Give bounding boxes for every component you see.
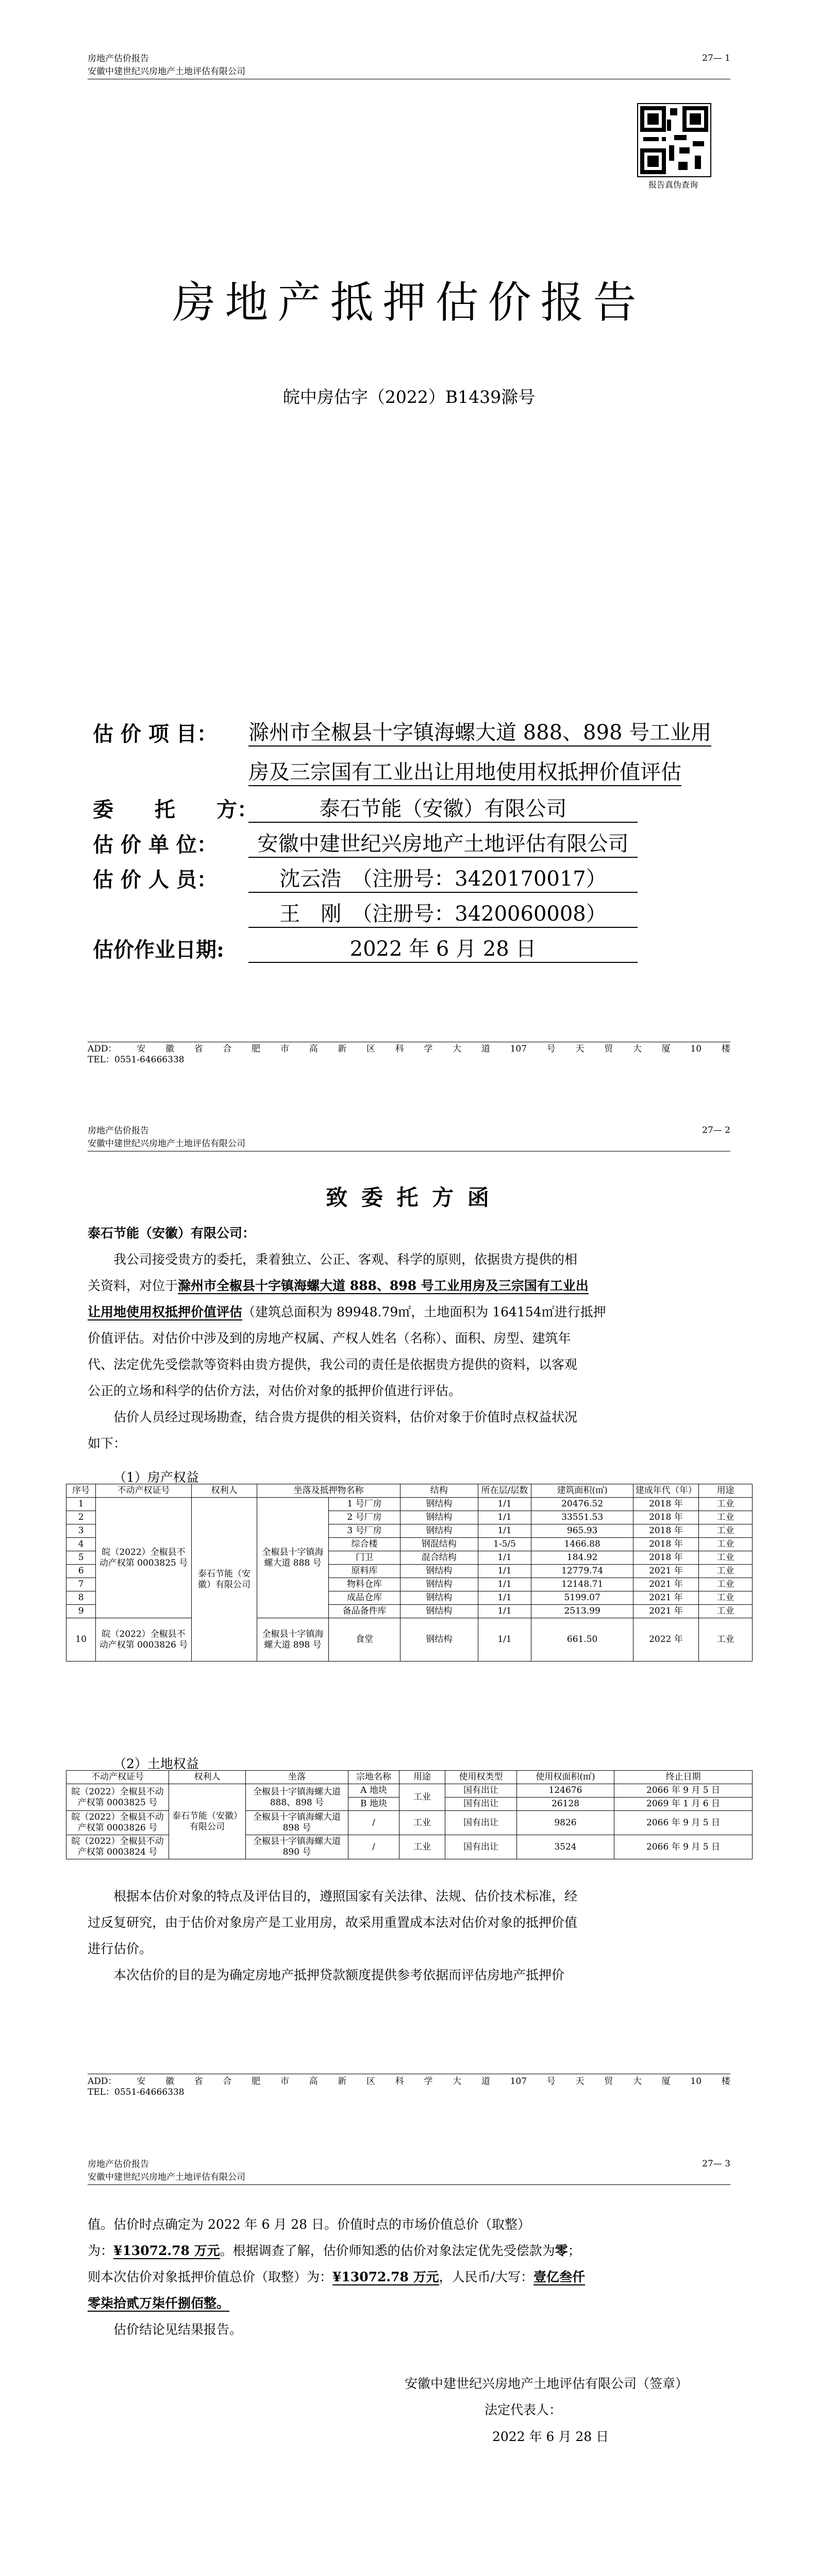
header-company: 安徽中建世纪兴房地产土地评估有限公司 xyxy=(88,66,245,77)
table-row: 6 原料库 钢结构 1/1 12779.74 2021 年 工业 xyxy=(66,1565,753,1578)
header-title: 房地产估价报告 xyxy=(88,2159,149,2170)
table-row: 皖（2022）全椒县不动产权第 0003824 号 全椒县十字镇海螺大道 890 号 / 工业 国有出让 3524 2066 年 9 月 5 日 xyxy=(66,1835,753,1859)
signature-company: 安徽中建世纪兴房地产土地评估有限公司（签章） xyxy=(405,2376,689,2391)
qr-code[interactable] xyxy=(637,103,711,177)
land-table xyxy=(66,1770,753,1859)
footer xyxy=(88,1044,730,1065)
report-title: 房地产抵押估价报告 xyxy=(172,277,646,328)
letter-body-1: 我公司接受贵方的委托，秉着独立、公正、客观、科学的原则，依据贵方提供的相 关资料，对位于滁州市全椒县十字镇海螺大道 888、898 号工业用房及三宗国有工业出 让用地使用权抵押价值评估（建筑总面积为 89948.79㎡，土地面积为 164154㎡进行抵押 价值评估。对估价中涉及到的房地产权属、产权人姓名（名称）、面积、房型、建筑年 代、法定优先受偿款等资料由贵方提供，我公司的责任是依据贵方提供的资料，以客观 公正的立场和科学的估价方法，对估价对象的抵押价值进行评估。 估价人员经过现场勘查，结合贵方提供的相关资料，估价对象于价值时点权益状况 如下： xyxy=(88,1252,606,1451)
header-title: 房地产估价报告 xyxy=(88,54,149,64)
letter-body-3: 值。估价时点确定为 2022 年 6 月 28 日。价值时点的市场价值总价（取整） 为：¥13072.78 万元。根据调查了解，估价师知悉的估价对象法定优先受偿款为零； 则本次估价对象抵押价值总价（取整）为：¥13072.78 万元，人民币/大写：壹亿叁仟 零柒拾贰万柒仟捌佰整。 估价结论见结果报告。 xyxy=(88,2217,586,2337)
table-row: 7 物料仓库 钢结构 1/1 12148.71 2021 年 工业 xyxy=(66,1578,753,1591)
date-label: 估价作业日期: xyxy=(93,938,224,962)
footer xyxy=(88,2076,730,2098)
house-table xyxy=(66,1484,753,1662)
letter-body-2: 根据本估价对象的特点及评估目的，遵照国家有关法律、法规、估价技术标准，经 过反复研究，由于估价对象房产是工业用房，故采用重置成本法对估价对象的抵押价值 进行估价。 本次估价的目的是为确定房地产抵押贷款额度提供参考依据而评估房地产抵押价 xyxy=(88,1889,578,1982)
org-name: 安徽中建世纪兴房地产土地评估有限公司 xyxy=(248,827,638,858)
header-title: 房地产估价报告 xyxy=(88,1126,149,1136)
page-number: 27— 1 xyxy=(702,53,730,63)
org-label: 估 价 单 位： xyxy=(93,833,218,857)
valuer-1: 沈云浩 （注册号：3420170017） xyxy=(248,862,638,893)
project-line-2: 房及三宗国有工业出让用地使用权抵押价值评估 xyxy=(248,756,681,786)
letter-title: 致 委 托 方 函 xyxy=(326,1185,492,1210)
table-header-row: 序号 不动产权证号 权利人 坐落及抵押物名称 结构 所在层/层数 建筑面积(㎡) 建成年代（年） 用途 xyxy=(66,1484,753,1498)
table-row: B 地块 国有出让 26128 2069 年 1 月 6 日 xyxy=(66,1798,753,1811)
table-row: 3 3 号厂房 钢结构 1/1 965.93 2018 年 工业 xyxy=(66,1524,753,1538)
table-row: 10 皖（2022）全椒县不动产权第 0003826 号 全椒县十字镇海螺大道 898 号 食堂 钢结构 1/1 661.50 2022 年 工业 xyxy=(66,1618,753,1662)
section-land: （2）土地权益 xyxy=(113,1756,199,1771)
table-row: 8 成品仓库 钢结构 1/1 5199.07 2021 年 工业 xyxy=(66,1591,753,1605)
header-company: 安徽中建世纪兴房地产土地评估有限公司 xyxy=(88,1139,245,1149)
report-number: 皖中房估字（2022）B1439滁号 xyxy=(282,387,536,407)
table-row: 皖（2022）全椒县不动产权第 0003826 号 全椒县十字镇海螺大道 898 号 / 工业 国有出让 9826 2066 年 9 月 5 日 xyxy=(66,1811,753,1835)
table-header-row: 不动产权证号 权利人 坐落 宗地名称 用途 使用权类型 使用权面积(㎡) 终止日期 xyxy=(66,1771,753,1784)
valuer-label: 估 价 人 员： xyxy=(93,868,218,892)
footer-tel: TEL：0551-64666338 xyxy=(88,2087,185,2097)
addressee: 泰石节能（安徽）有限公司： xyxy=(88,1226,256,1241)
page-number: 27— 2 xyxy=(702,1125,730,1136)
table-row: 1 皖（2022）全椒县不动产权第 0003825 号 泰石节能（安徽）有限公司 全椒县十字镇海螺大道 888 号 1 号厂房 钢结构 1/1 20476.52 2018 年 工业 xyxy=(66,1498,753,1511)
qr-caption: 报告真伪查询 xyxy=(648,180,698,190)
project-line-1: 滁州市全椒县十字镇海螺大道 888、898 号工业用 xyxy=(248,716,711,747)
date-value: 2022 年 6 月 28 日 xyxy=(248,933,638,963)
footer-address: ADD： 安 徽 省 合 肥 市 高 新 区 科 学 大 道 107 号 天 贸 大 厦 10 楼 xyxy=(88,2076,730,2087)
table-row: 4 综合楼 钢混结构 1-5/5 1466.88 2018 年 工业 xyxy=(66,1538,753,1551)
project-label: 估 价 项 目： xyxy=(93,722,218,746)
table-row: 2 2 号厂房 钢结构 1/1 33551.53 2018 年 工业 xyxy=(66,1511,753,1524)
section-house: （1）房产权益 xyxy=(113,1470,199,1485)
signature-legal-rep: 法定代表人： xyxy=(485,2402,562,2417)
client-name: 泰石节能（安徽）有限公司 xyxy=(248,792,638,823)
page-cover xyxy=(0,0,818,1072)
header-divider xyxy=(88,2184,730,2185)
footer-tel: TEL：0551-64666338 xyxy=(88,1055,185,1065)
footer-address: ADD： 安 徽 省 合 肥 市 高 新 区 科 学 大 道 107 号 天 贸 大 厦 10 楼 xyxy=(88,1044,730,1054)
table-row: 9 备品备件库 钢结构 1/1 2513.99 2021 年 工业 xyxy=(66,1605,753,1618)
signature-date: 2022 年 6 月 28 日 xyxy=(492,2429,609,2444)
client-label: 委 托 方： xyxy=(93,798,258,822)
header-company: 安徽中建世纪兴房地产土地评估有限公司 xyxy=(88,2172,245,2182)
table-row: 5 门卫 混合结构 1/1 184.92 2018 年 工业 xyxy=(66,1551,753,1565)
valuer-2: 王 刚 （注册号：3420060008） xyxy=(248,897,638,928)
page-letter xyxy=(0,1072,818,2133)
page-letter-continued xyxy=(0,2133,818,2576)
page-number: 27— 3 xyxy=(702,2159,730,2169)
table-row: 皖（2022）全椒县不动产权第 0003825 号 泰石节能（安徽）有限公司 全椒县十字镇海螺大道 888、898 号 A 地块 工业 国有出让 124676 2066 年 9 月 5 日 xyxy=(66,1784,753,1798)
